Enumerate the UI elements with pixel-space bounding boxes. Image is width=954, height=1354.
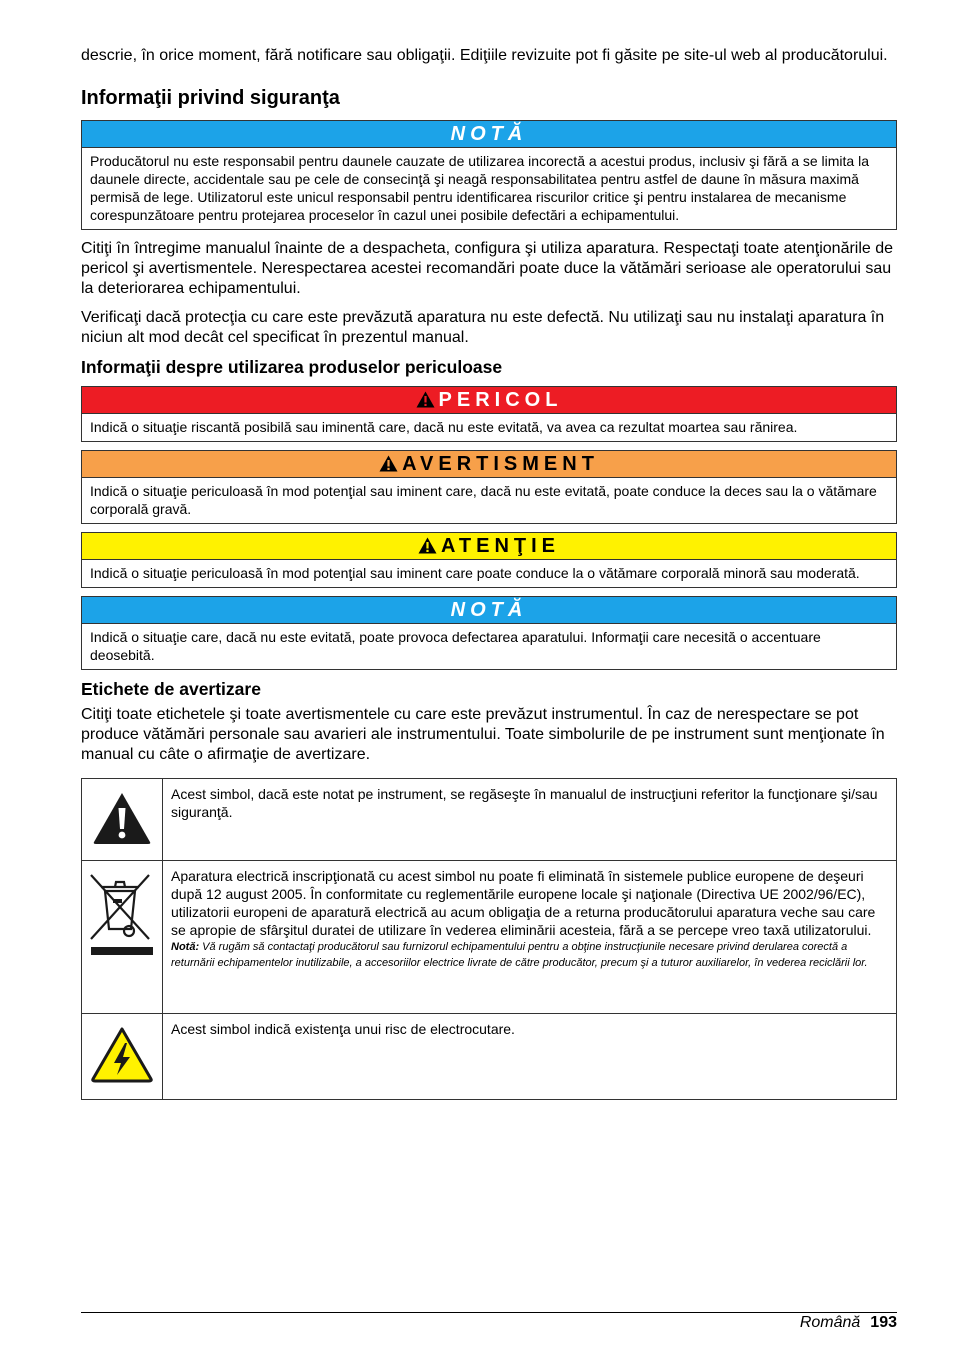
caution-box-text: Indică o situaţie periculoasă în mod potenţial sau iminent care poate conduce la o vătămare corporală minoră sau moderată. (90, 565, 860, 581)
symbol-description: Acest simbol, dacă este notat pe instrument, se regăseşte în manualul de instrucţiuni referitor la funcţionare şi/sau siguranţă. (163, 779, 897, 861)
symbol-description: Acest simbol indică existenţa unui risc de electrocutare. (163, 1014, 897, 1100)
note-label: Notă: (171, 941, 200, 953)
note-box (81, 596, 897, 670)
warning-box-title: AVERTISMENT (402, 453, 599, 475)
section-title: Informaţii privind siguranţa (81, 87, 340, 109)
weee-note (171, 939, 888, 971)
symbol-description (163, 861, 897, 1014)
note-box-text: Producătorul nu este responsabil pentru daunele cauzate de utilizarea incorectă a acestui produs, inclusiv şi fără a se limita la daunele directe, accidentale sau pe cele de consecinţă şi neagă responsabilitatea pentru astfel de daune în măsura maximă permisă de lege. Utilizatorul este unicul responsabil pentru identificarea riscurilor critice şi pentru instalarea de mecanisme corespunzătoare pentru protejarea proceselor în cazul unei posibile defectări a echipamentului. (90, 153, 869, 223)
symbol-cell (82, 779, 163, 861)
page-number: 193 (870, 1314, 897, 1331)
paragraph-labels: Citiţi toate etichetele şi toate avertismentele cu care este prevăzut instrumentul. În caz de nerespectare se pot produce vătămări personale sau avarieri ale instrumentului. Toate simbolurile de pe instrument sunt menţionate în manual cu câte o afirmaţie de avertizare. (81, 706, 885, 763)
weee-text: Aparatura electrică inscripţionată cu acest simbol nu poate fi eliminată în sistemele publice europene de deşeuri după 12 august 2005. În conformitate cu reglementările europene locale şi naţionale (Directiva UE 2002/96/EC), utilizatorii europeni de aparatură electrică au acum obligaţia de a returna producătorului aparatura veche sau care se apropie de sfârşitul duratei de utilizare în vederea eliminării acesteia, fără a se percepe vreo taxă utilizatorului. (171, 868, 876, 938)
note-box-header: NOTĂ (82, 597, 896, 624)
footer-divider (81, 1312, 897, 1313)
danger-box (81, 386, 897, 442)
symbol-cell (82, 861, 163, 1014)
footer-language: Română (799, 1314, 861, 1331)
danger-box-text: Indică o situaţie riscantă posibilă sau iminentă care, dacă nu este evitată, va avea ca rezultat moartea sau rănirea. (90, 419, 798, 435)
paragraph-check-protection: Verificaţi dacă protecţia cu care este prevăzută aparatura nu este defectă. Nu utilizaţi sau nu instalaţi aparatura în niciun alt mod decât cel specificat în prezentul manual. (81, 309, 885, 346)
symbol-cell (82, 1014, 163, 1100)
danger-box-header (82, 387, 896, 414)
electrical-shock-icon (90, 1071, 154, 1087)
warning-triangle-icon (416, 389, 435, 415)
caution-box-header (82, 533, 896, 560)
table-row (82, 1014, 897, 1100)
warning-box-header (82, 451, 896, 478)
intro-paragraph: descrie, în orice moment, fără notificare sau obligaţii. Ediţiile revizuite pot fi găsite pe site-ul web al producătorului. (81, 47, 888, 64)
warning-box (81, 450, 897, 524)
note-text: Vă rugăm să contactaţi producătorul sau furnizorul echipamentului pentru a obţine instrucţiunile necesare privind derularea corectă a returnării echipamentelor inutilizabile, a accesoriilor electrice livrate de către producător, precum şi a tuturor auxiliarelor, în vederea reciclării lor. (171, 941, 868, 969)
table-row (82, 861, 897, 1014)
weee-crossed-bin-icon (89, 944, 155, 960)
warning-box-text: Indică o situaţie periculoasă în mod potenţial sau iminent care, dacă nu este evitată, poate conduce la deces sau la o vătămare corporală gravă. (90, 483, 877, 517)
symbols-table (81, 778, 897, 1100)
note-box-text: Indică o situaţie care, dacă nu este evitată, poate provoca defectarea aparatului. Informaţii care necesită o accentuare deosebită. (90, 629, 821, 663)
subsection-hazard-title: Informaţii despre utilizarea produselor periculoase (81, 357, 503, 377)
warning-triangle-icon (418, 535, 437, 561)
page-content (81, 46, 897, 1100)
table-row (82, 779, 897, 861)
subsection-labels-title: Etichete de avertizare (81, 679, 261, 699)
caution-box (81, 532, 897, 588)
note-box-header: NOTĂ (82, 121, 896, 148)
paragraph-read-manual: Citiţi în întregime manualul înainte de a despacheta, configura şi utiliza aparatura. Respectaţi toate atenţionările de pericol şi avertismentele. Nerespectarea acestei recomandări poate duce la vătămări serioase ale operatorului sau la deteriorarea echipamentului. (81, 240, 894, 297)
page-footer (800, 1313, 897, 1333)
note-box (81, 120, 897, 230)
general-warning-icon (91, 833, 153, 849)
warning-triangle-icon (379, 453, 398, 479)
caution-box-title: ATENŢIE (440, 535, 561, 557)
danger-box-title: PERICOL (438, 389, 563, 411)
